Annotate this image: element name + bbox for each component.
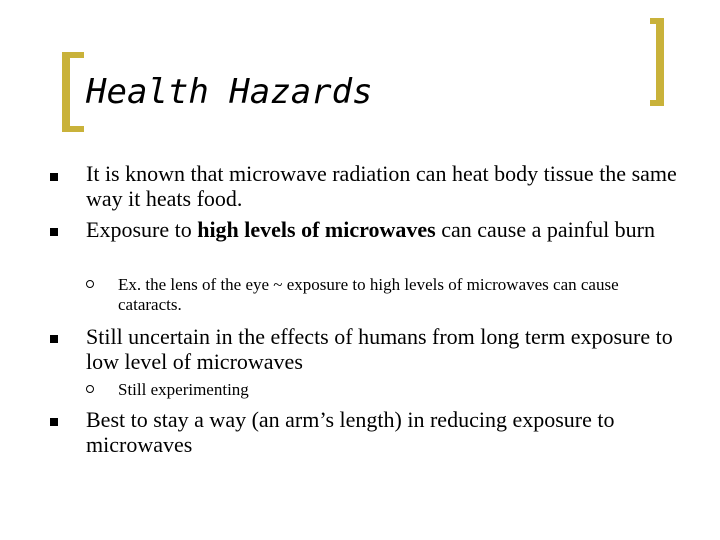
square-bullet-icon (50, 335, 58, 343)
square-bullet-icon (50, 173, 58, 181)
subbullet-still-experimenting: Still experimenting (118, 380, 249, 399)
circle-bullet-icon (86, 280, 94, 288)
bullet-arms-length: Best to stay a way (an arm’s length) in reducing exposure to microwaves (86, 407, 615, 457)
square-bullet-icon (50, 228, 58, 236)
slide-title: Health Hazards (86, 72, 373, 112)
subbullet-cataracts: Ex. the lens of the eye ~ exposure to high levels of microwaves can cause cataracts. (118, 275, 619, 314)
bullet-exposure-burn: Exposure to high levels of microwaves can cause a painful burn (86, 217, 656, 242)
circle-bullet-icon (86, 385, 94, 393)
square-bullet-icon (50, 418, 58, 426)
bullet-microwave-heats-tissue: It is known that microwave radiation can heat body tissue the same way it heats food. (86, 161, 677, 211)
bullet-uncertain-effects: Still uncertain in the effects of humans from long term exposure to low level of microwaves (86, 324, 673, 374)
